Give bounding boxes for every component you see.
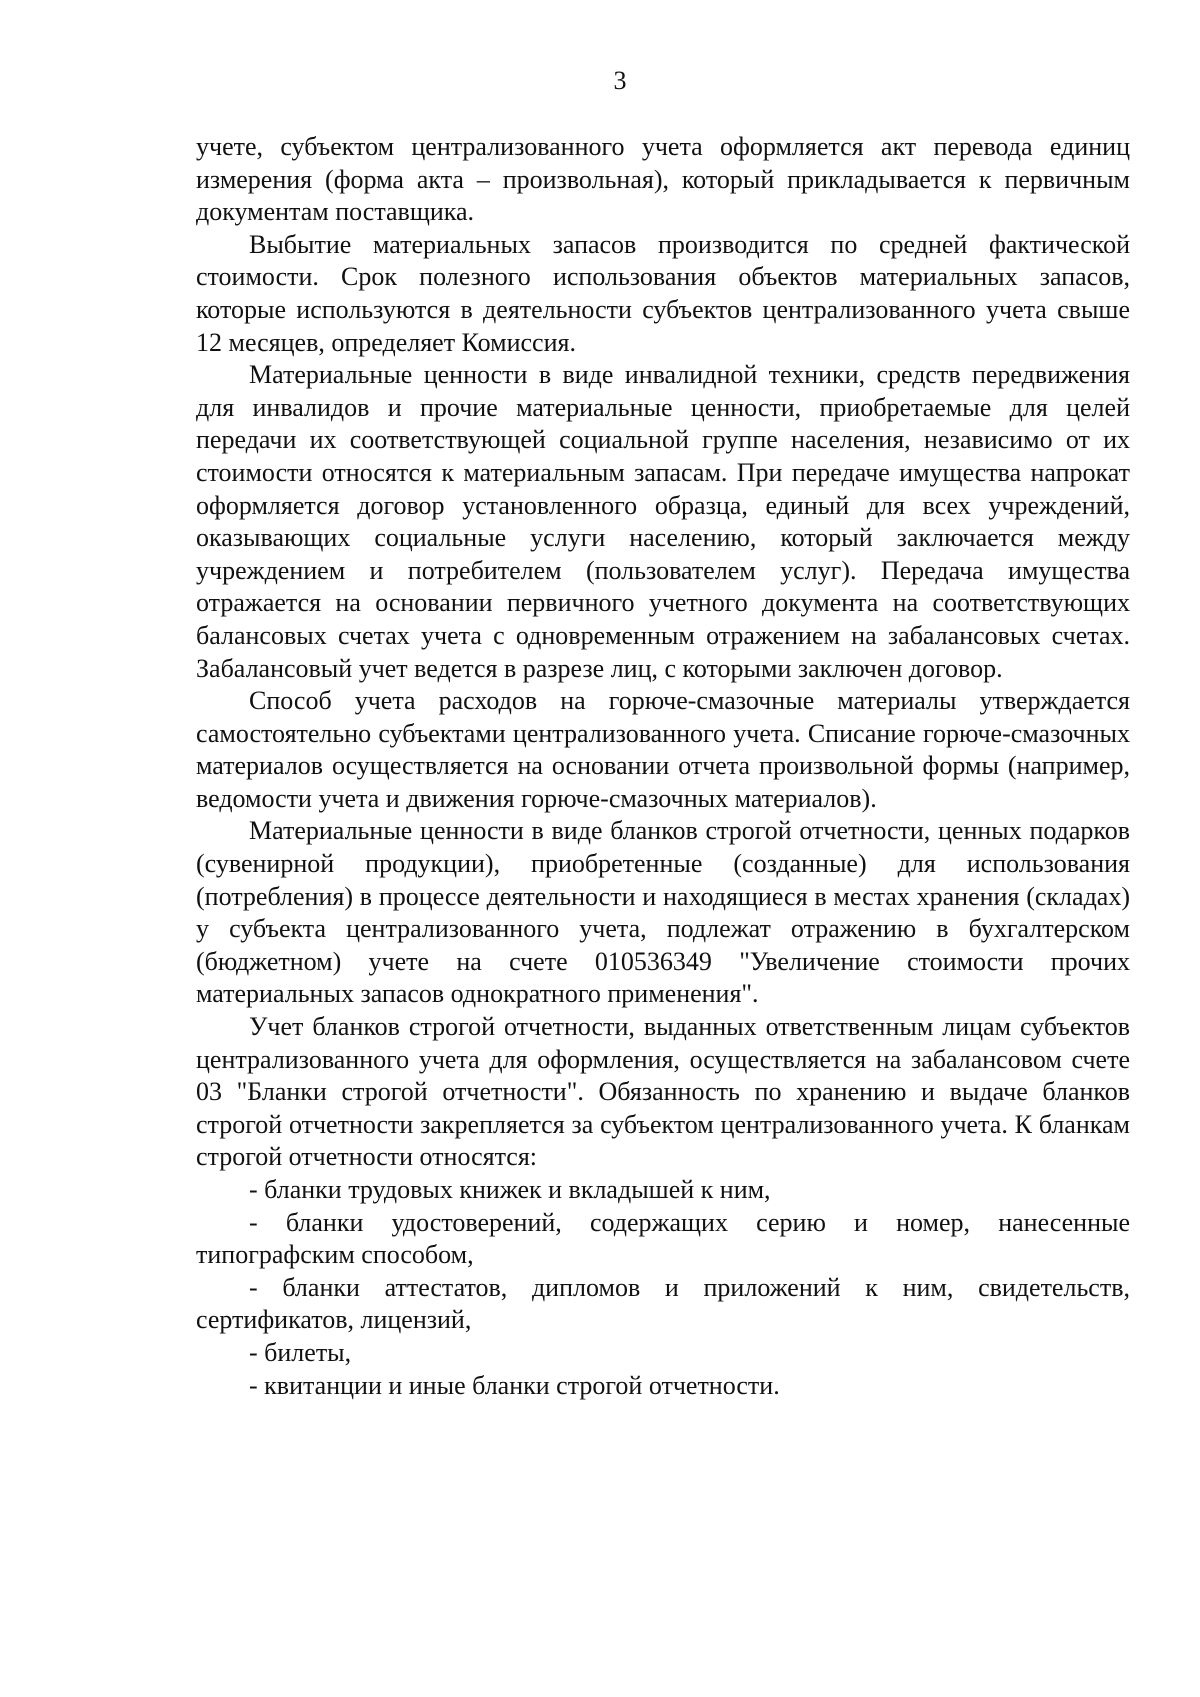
list-item: - билеты, <box>249 1337 352 1367</box>
strict-forms-list <box>196 1174 1130 1402</box>
paragraph-disability-equipment: Материальные ценности в виде инвалидной техники, средств передвижения для инвалидов и прочие материальные ценности, приобретаемые для целей передачи их соответствующей социальной группе населения, независимо от их стоимости относятся к материальным запасам. При передаче имущества напрокат оформляется договор установленного образца, единый для всех учреждений, оказывающих социальные услуги населению, который заключается между учреждением и потребителем (пользователем услуг). Передача имущества отражается на основании первичного учетного документа на соответствующих балансовых счетах учета с одновременным отражением на забалансовых счетах. Забалансовый учет ведется в разрезе лиц, с которыми заключен договор. <box>196 360 1130 683</box>
list-item: - бланки удостоверений, содержащих серию и номер, нанесенные типографским способом, <box>196 1207 1130 1270</box>
paragraph-disposal: Выбытие материальных запасов производится по средней фактической стоимости. Срок полезного использования объектов материальных запасов, которые используются в деятельности субъектов централизованного учета свыше 12 месяцев, определяет Комиссия. <box>196 229 1130 357</box>
document-body <box>196 131 1130 1402</box>
paragraph-continuation: учете, субъектом централизованного учета оформляется акт перевода единиц измерения (форма акта – произвольная), который прикладывается к первичным документам поставщика. <box>196 132 1130 227</box>
list-item: - квитанции и иные бланки строгой отчетности. <box>249 1370 780 1400</box>
list-item: - бланки аттестатов, дипломов и приложений к ним, свидетельств, сертификатов, лицензий, <box>196 1272 1130 1335</box>
paragraph-strict-forms-account: Материальные ценности в виде бланков строгой отчетности, ценных подарков (сувенирной продукции), приобретенные (созданные) для использования (потребления) в процессе деятельности и находящиеся в местах хранения (складах) у субъекта централизованного учета, подлежат отражению в бухгалтерском (бюджетном) учете на счете 010536349 "Увеличение стоимости прочих материальных запасов однократного применения". <box>196 816 1130 1009</box>
list-item: - бланки трудовых книжек и вкладышей к ним, <box>249 1175 771 1204</box>
paragraph-fuel-lubricants: Способ учета расходов на горюче-смазочные материалы утверждается самостоятельно субъектами централизованного учета. Списание горюче-смазочных материалов осуществляется на основании отчета произвольной формы (например, ведомости учета и движения горюче-смазочных материалов). <box>196 686 1130 813</box>
paragraph-strict-forms-offbalance: Учет бланков строгой отчетности, выданных ответственным лицам субъектов централизованного учета для оформления, осуществляется на забалансовом счете 03 "Бланки строгой отчетности". Обязанность по хранению и выдаче бланков строгой отчетности закрепляется за субъектом централизованного учета. К бланкам строгой отчетности относятся: <box>196 1012 1130 1172</box>
page-number: 3 <box>613 66 627 95</box>
